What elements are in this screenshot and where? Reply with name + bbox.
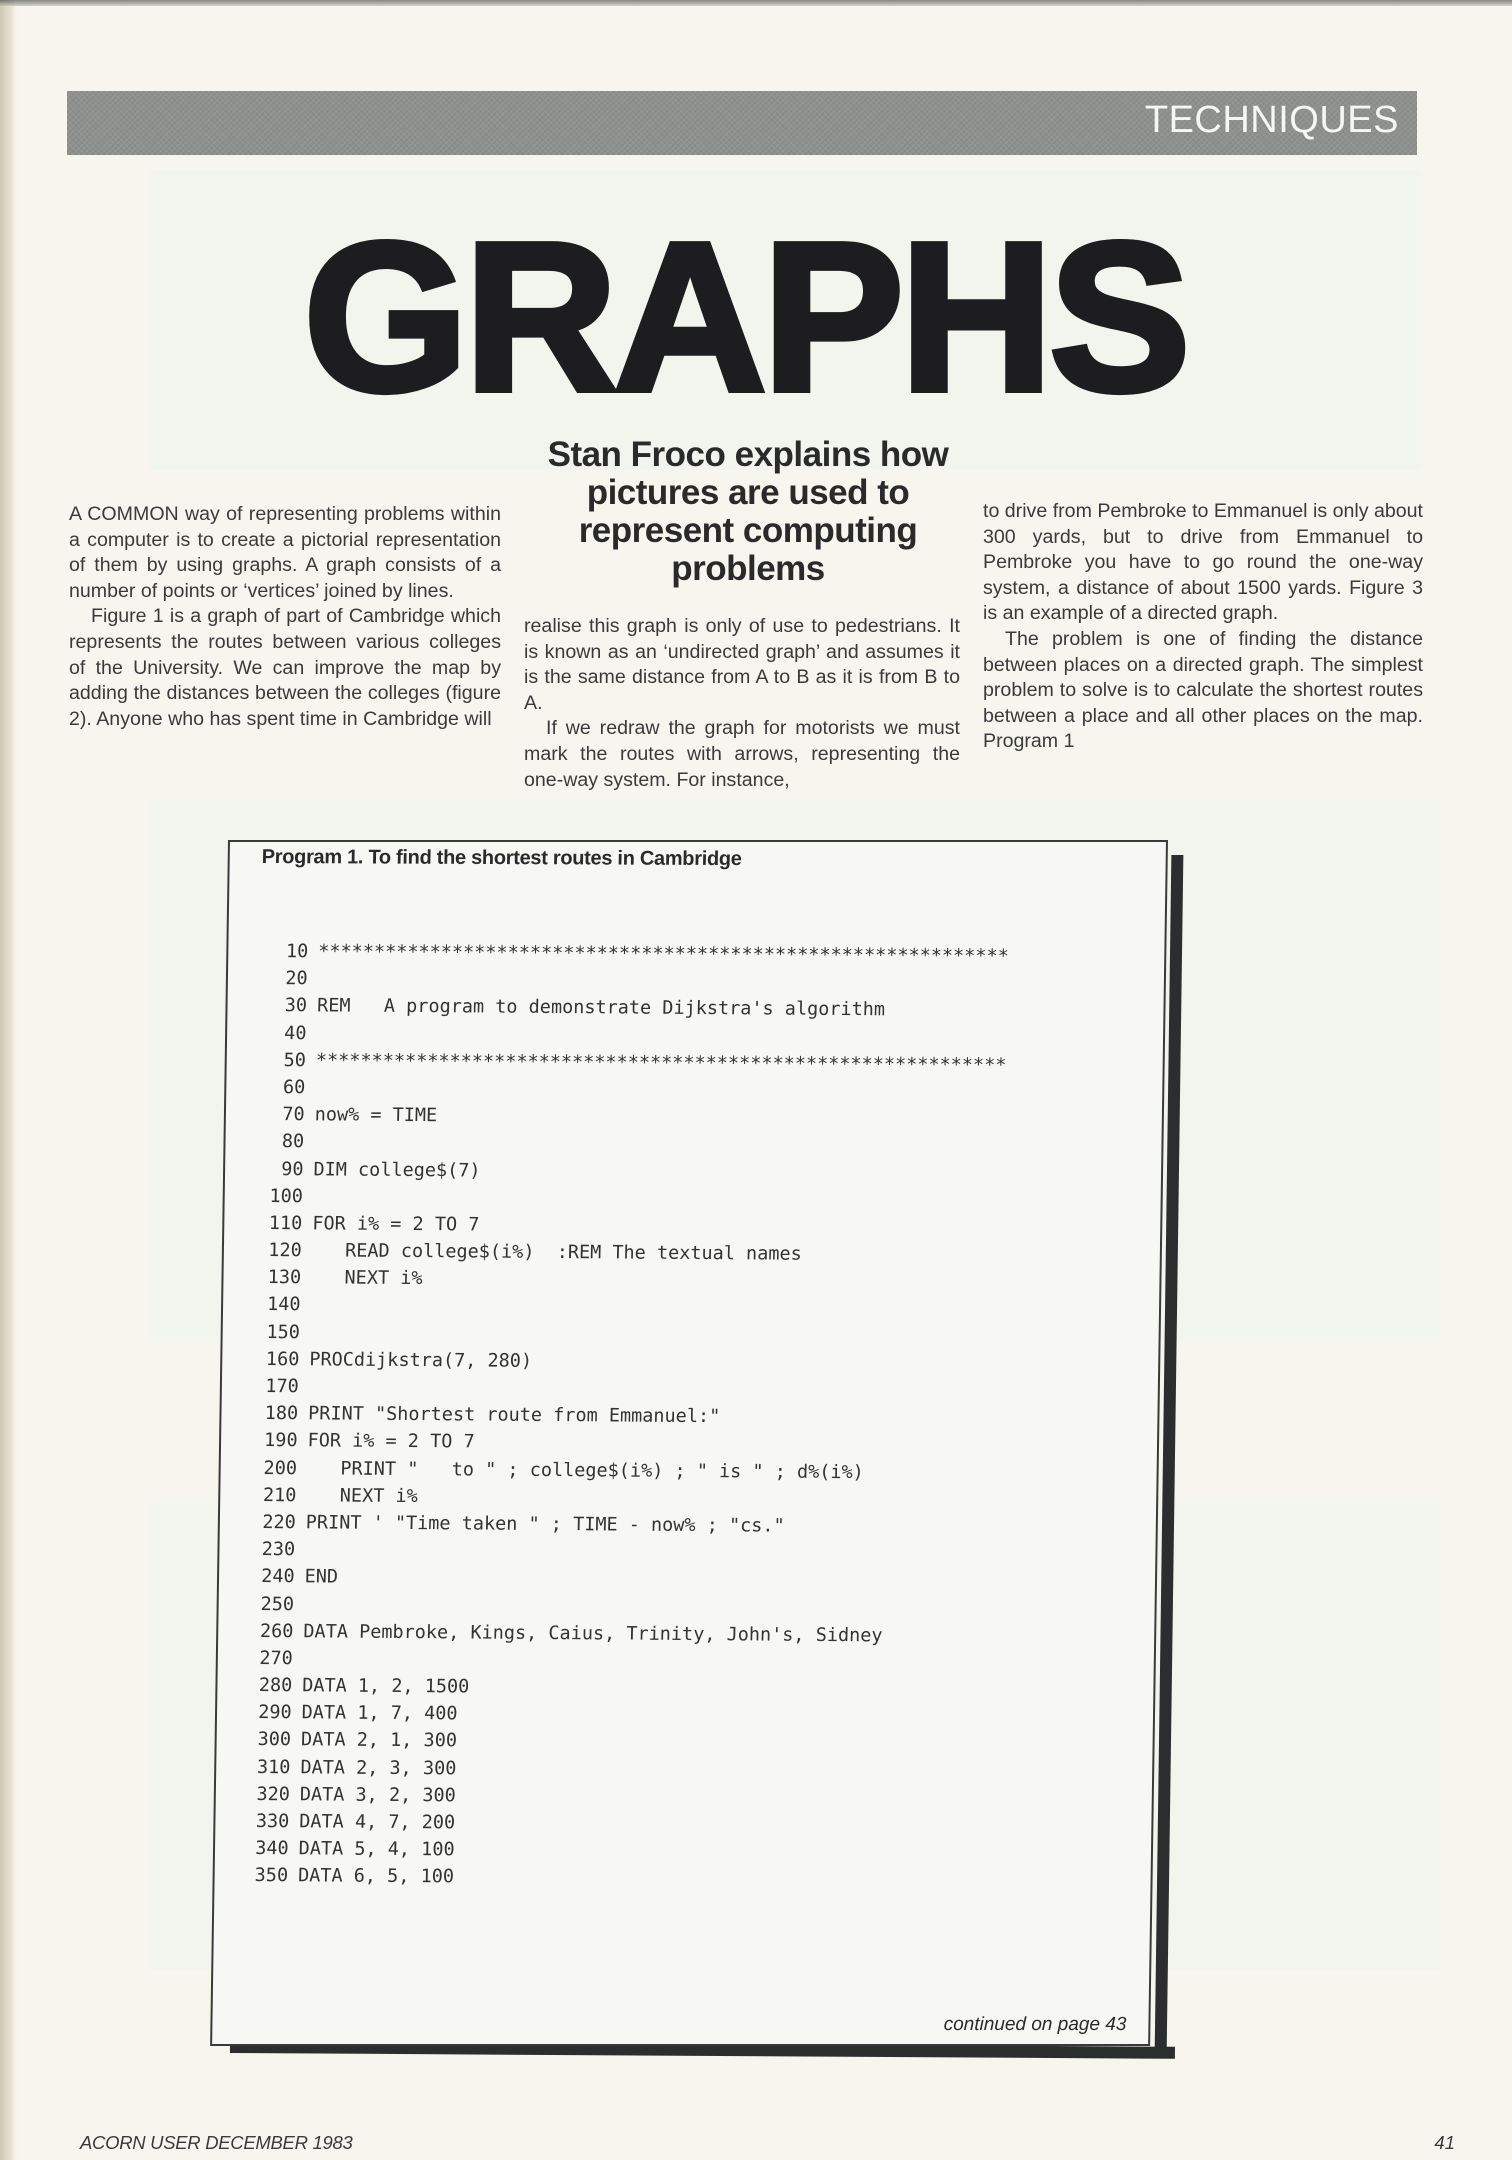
line-number: 90: [280, 1158, 304, 1180]
page-top-edge: [0, 0, 1512, 6]
line-number: 70: [282, 1104, 305, 1126]
line-number: 210: [262, 1484, 297, 1506]
code-line: [252, 1862, 1132, 1895]
paragraph: to drive from Pembroke to Emmanuel is only about 300 yards, but to drive from Emmanuel to Pembroke you have to go round the one-way system, a distance of about 1500 yards. Figure 3 is an example of a directed graph.: [983, 500, 1423, 625]
code-text: DATA 2, 1, 300: [300, 1729, 458, 1752]
footer-publication: ACORN USER DECEMBER 1983: [80, 2132, 353, 2153]
footer-page-number: 41: [1434, 2132, 1455, 2153]
code-text: **************************************************************: [318, 941, 1009, 968]
line-number: 220: [262, 1511, 297, 1534]
code-text: DATA 6, 5, 100: [297, 1865, 455, 1888]
code-text: [315, 1074, 316, 1101]
code-text: END: [304, 1566, 339, 1588]
line-number: 290: [257, 1702, 292, 1724]
spine-shadow: [0, 0, 14, 2160]
section-header-bar: [67, 91, 1417, 155]
code-text: [304, 1591, 305, 1618]
article-standfirst: Stan Froco explains how pictures are used to represent computing problems: [547, 435, 949, 588]
line-number: 270: [259, 1647, 294, 1670]
paragraph: The problem is one of finding the distance between places on a directed graph. The simplest problem to solve is to calculate the shortest routes between a place and all other places on the map. Program 1: [983, 627, 1423, 753]
code-text: DATA 2, 3, 300: [300, 1756, 457, 1780]
code-text: PRINT " to " ; college$(i%) ; " is " ; d%(i%): [306, 1457, 865, 1483]
line-number: 110: [268, 1212, 303, 1235]
section-label: TECHNIQUES: [1144, 99, 1399, 141]
code-text: DATA 1, 7, 400: [301, 1702, 458, 1725]
line-number: 340: [255, 1838, 289, 1860]
code-text: READ college$(i%) :REM The textual names: [311, 1240, 802, 1265]
article-column-1: [69, 502, 501, 732]
line-number: 100: [269, 1185, 304, 1207]
paragraph: If we redraw the graph for motorists we must mark the routes with arrows, representing the one-way system. For instance,: [524, 717, 960, 791]
line-number: 260: [259, 1620, 294, 1642]
line-number: 50: [283, 1049, 307, 1071]
program-listing-box: [210, 840, 1168, 2046]
article-column-2: [524, 614, 960, 793]
line-number: 330: [255, 1810, 290, 1833]
code-text: PROCdijkstra(7, 280): [309, 1349, 533, 1372]
article-column-3: [983, 499, 1423, 755]
code-text: now% = TIME: [314, 1104, 438, 1127]
line-number: 130: [267, 1267, 302, 1289]
code-listing: [252, 938, 1153, 1896]
code-text: DATA 5, 4, 100: [298, 1838, 455, 1861]
code-text: [308, 1373, 309, 1400]
line-number: 10: [285, 941, 309, 963]
line-number: 300: [257, 1729, 292, 1751]
paragraph: A COMMON way of representing problems within a computer is to create a pictorial representation of them by using graphs. A graph consists of a number of points or ‘vertices’ joined by lines.: [69, 503, 501, 602]
line-number: 140: [266, 1294, 301, 1316]
line-number: 200: [263, 1457, 298, 1479]
code-text: **************************************************************: [315, 1050, 1007, 1076]
code-text: DATA 4, 7, 200: [299, 1811, 456, 1834]
program-caption: Program 1. To find the shortest routes in Cambridge: [261, 846, 742, 871]
line-number: 280: [258, 1675, 293, 1697]
line-number: 120: [268, 1240, 302, 1262]
line-number: 20: [285, 968, 308, 990]
line-number: 320: [256, 1783, 291, 1806]
code-text: [310, 1319, 311, 1346]
code-text: PRINT ' "Time taken " ; TIME - now% ; "cs.": [305, 1512, 785, 1537]
code-text: [303, 1645, 304, 1672]
code-text: DATA 1, 2, 1500: [302, 1675, 470, 1698]
code-text: NEXT i%: [306, 1485, 418, 1507]
code-text: [305, 1536, 306, 1563]
line-number: 40: [283, 1022, 307, 1044]
code-text: [313, 1183, 314, 1210]
line-number: 240: [260, 1566, 295, 1588]
article-title: GRAPHS: [303, 198, 1187, 435]
continued-note: continued on page 43: [943, 2014, 1127, 2035]
code-text: [316, 1020, 317, 1047]
paragraph: realise this graph is only of use to pedestrians. It is known as an ‘undirected graph’ and assumes it is the same distance from A to B as it is from B to A.: [524, 615, 960, 714]
code-text: [314, 1129, 315, 1156]
line-number: 180: [264, 1403, 299, 1425]
line-number: 310: [256, 1756, 291, 1778]
line-number: 60: [282, 1077, 306, 1099]
code-text: PRINT "Shortest route from Emmanuel:": [307, 1403, 721, 1428]
line-number: 150: [266, 1321, 301, 1343]
paragraph: Figure 1 is a graph of part of Cambridge which represents the routes between various colleges of the University. We can improve the map by adding the distances between the colleges (figure 2). Anyone who has spent time in Cambridge will: [69, 605, 501, 730]
code-text: [317, 966, 318, 993]
line-number: 170: [265, 1376, 299, 1398]
line-number: 160: [265, 1348, 300, 1371]
code-text: DATA Pembroke, Kings, Caius, Trinity, John's, Sidney: [303, 1620, 883, 1647]
line-number: 350: [254, 1865, 289, 1887]
line-number: 250: [260, 1593, 295, 1615]
code-text: [310, 1292, 311, 1319]
code-text: REM A program to demonstrate Dijkstra's algorithm: [316, 995, 886, 1021]
code-text: DIM college$(7): [313, 1158, 481, 1181]
code-text: DATA 3, 2, 300: [299, 1784, 457, 1807]
code-text: FOR i% = 2 TO 7: [312, 1213, 480, 1236]
line-number: 80: [281, 1131, 305, 1153]
code-text: NEXT i%: [310, 1267, 423, 1290]
line-number: 190: [263, 1430, 298, 1452]
code-text: FOR i% = 2 TO 7: [307, 1430, 475, 1453]
line-number: 30: [284, 995, 308, 1017]
line-number: 230: [261, 1539, 296, 1561]
